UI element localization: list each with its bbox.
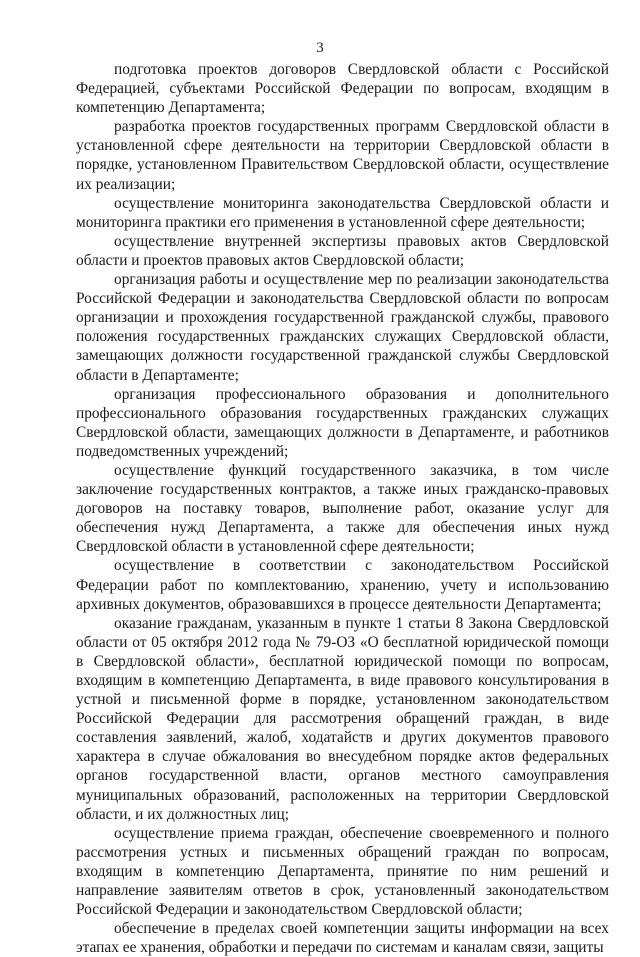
paragraph-state-programs: разработка проектов государственных программ Свердловской области в установленной сфере деятельности на территории Свердловской области в порядке, установленном Правительством Свердловской области, осуществление их реализации; [76,118,609,193]
scan-crop-mark [340,884,341,898]
page-number: 3 [316,40,324,56]
paragraph-state-customer: осуществление функций государственного заказчика, в том числе заключение государственных контрактов, а также иных гражданско-правовых договоров на поставку товаров, выполнение работ, оказание услуг для обеспечения нужд Департамента, а также для обеспечения иных нужд Свердловской области в установленной сфере деятельности; [76,461,609,556]
paragraph-legislation-monitoring: осуществление мониторинга законодательства Свердловской области и мониторинга практики его применения в установленной сфере деятельности; [76,194,609,231]
paragraph-civil-service: организация работы и осуществление мер по реализации законодательства Российской Федерации и законодательства Свердловской области по вопросам организации и прохождения государственной гражданской службы, правового положения государственных гражданских служащих Свердловской области, замещающих должности государственной гражданской службы Свердловской области в Департаменте; [76,271,609,384]
paragraph-information-security: обеспечение в пределах своей компетенции защиты информации на всех этапах ее хранения, обработки и передачи по системам и каналам связи, защиты [76,920,609,957]
paragraph-professional-education: организация профессионального образования и дополнительного профессионального образования государственных гражданских служащих Свердловской области, замещающих должности в Департаменте, и работников подведомственных учреждений; [76,385,609,460]
paragraph-legal-expertise: осуществление внутренней экспертизы правовых актов Свердловской области и проектов правовых актов Свердловской области; [76,232,609,269]
paragraph-citizen-appeals: осуществление приема граждан, обеспечение своевременного и полного рассмотрения устных и письменных обращений граждан по вопросам, входящим в компетенцию Департамента, принятие по ним решений и направление заявителям ответов в срок, установленный законодательством Российской Федерации и законодательством Свердловской области; [76,824,609,919]
paragraph-legal-aid: оказание гражданам, указанным в пункте 1 статьи 8 Закона Свердловской области от 05 октября 2012 года № 79-ОЗ «О бесплатной юридической помощи в Свердловской области», бесплатной юридической помощи по вопросам, входящим в компетенцию Департамента, в виде правового консультирования в устной и письменной форме в порядке, установленном законодательством Российской Федерации для рассмотрения обращений граждан, в виде составления заявлений, жалоб, ходатайств и других документов правового характера в случае обжалования во внесудебном порядке актов федеральных органов государственной власти, органов местного самоуправления муниципальных образований, расположенных на территории Свердловской области, и их должностных лиц; [76,614,609,823]
document-body [76,60,609,957]
paragraph-treaty-drafts: подготовка проектов договоров Свердловской области с Российской Федерацией, субъектами Российской Федерации по вопросам, входящим в компетенцию Департамента; [76,61,609,117]
paragraph-archives: осуществление в соответствии с законодательством Российской Федерации работ по комплектованию, хранению, учету и использованию архивных документов, образовавшихся в процессе деятельности Департамента; [76,557,609,613]
